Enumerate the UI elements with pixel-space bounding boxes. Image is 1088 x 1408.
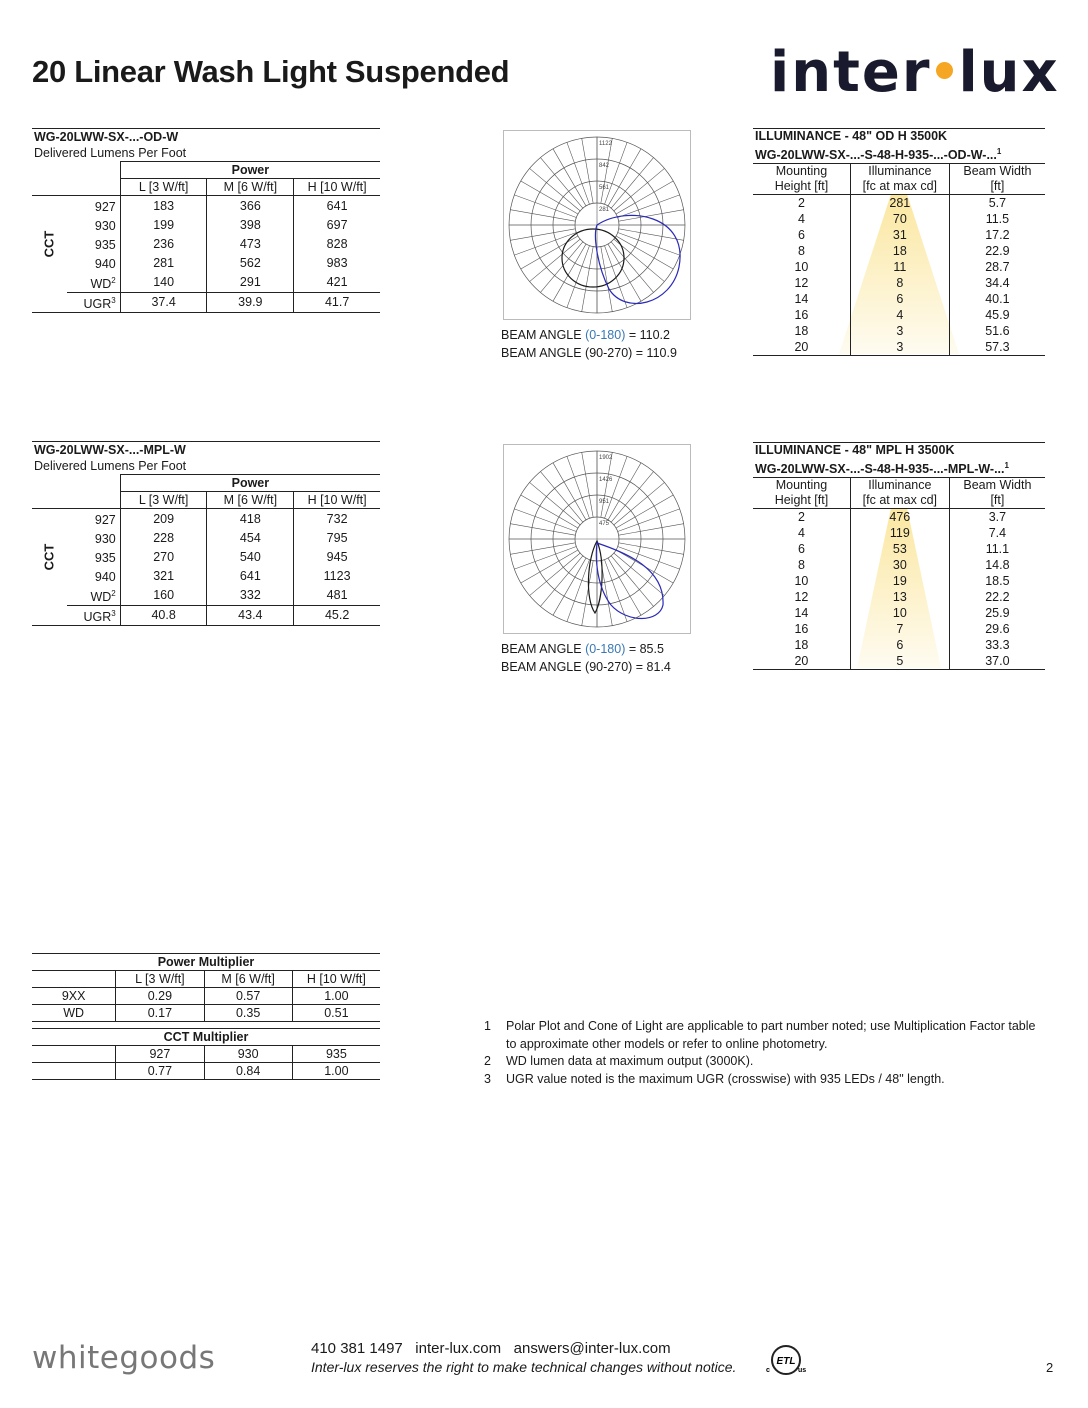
cell: 39.9 <box>207 292 294 312</box>
row-label: $WD^2$ <box>67 586 121 606</box>
cell: 13 <box>850 589 949 605</box>
row-label: 930 <box>94 532 116 547</box>
illum-model: WG-20LWW-SX-...-S-48-H-935-...-OD-W-...$^1$ <box>755 147 1002 163</box>
cell: 12 <box>753 589 850 605</box>
col-header: Illuminance [fc at max cd] <box>850 164 949 195</box>
cell: 18.5 <box>985 574 1010 589</box>
illum-title: ILLUMINANCE - 48" MPL H 3500K <box>753 443 1045 459</box>
table-row <box>753 573 1045 589</box>
cell: 366 <box>207 196 294 216</box>
table-row <box>753 195 1045 212</box>
table-row <box>753 211 1045 227</box>
cell: 31 <box>850 227 949 243</box>
cell: 18 <box>753 323 850 339</box>
table-row <box>753 323 1045 339</box>
cell: 0.84 <box>204 1063 292 1080</box>
cell: 828 <box>294 234 380 253</box>
cell: 0.29 <box>116 988 204 1005</box>
polar-ring-label: 1902 <box>599 455 613 461</box>
cell: 6 <box>753 227 850 243</box>
cell: 33.3 <box>985 638 1010 653</box>
website-link[interactable]: inter-lux.com <box>415 1340 502 1357</box>
cell: 40.1 <box>985 292 1010 307</box>
cell: 16 <box>753 307 850 323</box>
row-label: 927 <box>94 200 116 215</box>
polar-plot-mpl <box>503 444 691 639</box>
table-row <box>32 509 380 529</box>
cell: 697 <box>294 215 380 234</box>
page-number: 2 <box>1046 1360 1054 1375</box>
illuminance-mpl-table <box>753 442 1045 670</box>
cell: 4 <box>850 307 949 323</box>
cell: 562 <box>207 253 294 272</box>
col-header: L [3 W/ft] <box>120 492 207 509</box>
ugr-row <box>32 292 380 312</box>
mpl-subtitle: Delivered Lumens Per Foot <box>34 459 187 473</box>
beam-angle-0-180: BEAM ANGLE (0-180) = 110.2 <box>501 328 670 342</box>
cell: 228 <box>120 528 207 547</box>
cell: 37.4 <box>120 292 207 312</box>
col-header: Beam Width [ft] <box>949 164 1045 195</box>
cell: 14 <box>753 291 850 307</box>
cell: 481 <box>294 586 380 606</box>
illum-model: WG-20LWW-SX-...-S-48-H-935-...-MPL-W-...$^1$ <box>755 461 1009 477</box>
beam-angles-od <box>501 326 677 362</box>
cell: 14.8 <box>985 558 1010 573</box>
cell: 11.5 <box>985 212 1010 227</box>
svg-text:ETL: ETL <box>776 1356 796 1367</box>
cell: 641 <box>207 566 294 585</box>
table-row <box>753 525 1045 541</box>
polar-ring-label: 475 <box>599 521 610 527</box>
cell: 291 <box>207 273 294 293</box>
cell: 5.7 <box>988 196 1007 211</box>
phone: 410 381 1497 <box>311 1340 403 1357</box>
cell: 45.2 <box>294 605 380 625</box>
table-row <box>753 227 1045 243</box>
col-header: 935 <box>292 1046 380 1063</box>
table-row <box>753 307 1045 323</box>
cell: 140 <box>120 273 207 293</box>
cell: 209 <box>120 509 207 529</box>
cell: 20 <box>753 653 850 670</box>
col-header: 930 <box>204 1046 292 1063</box>
cell: 421 <box>294 273 380 293</box>
cell: 0.77 <box>116 1063 204 1080</box>
footnote: 2 WD lumen data at maximum output (3000K). <box>484 1054 754 1068</box>
etl-certification-icon <box>764 1344 808 1383</box>
cell: 30 <box>850 557 949 573</box>
table-row <box>753 259 1045 275</box>
cell: 8 <box>850 275 949 291</box>
col-header: H [10 W/ft] <box>294 179 380 196</box>
cell: 0.35 <box>204 1005 292 1022</box>
cell: 983 <box>294 253 380 272</box>
cell: 3 <box>850 339 949 356</box>
table-row <box>753 243 1045 259</box>
col-header: L [3 W/ft] <box>116 971 204 988</box>
cell: 540 <box>207 547 294 566</box>
cell: 281 <box>850 195 949 212</box>
cell: 16 <box>753 621 850 637</box>
cell: 641 <box>294 196 380 216</box>
row-label: UGR$^3$ <box>32 292 120 312</box>
disclaimer: Inter-lux reserves the right to make technical changes without notice. <box>311 1359 737 1375</box>
row-label: 930 <box>94 219 116 234</box>
page-title: 20 Linear Wash Light Suspended <box>32 54 510 89</box>
cell: 19 <box>850 573 949 589</box>
od-model: WG-20LWW-SX-...-OD-W <box>32 129 380 146</box>
cell: 18 <box>850 243 949 259</box>
row-label: UGR$^3$ <box>32 605 120 625</box>
table-row <box>753 291 1045 307</box>
polar-ring-label: 951 <box>599 499 610 505</box>
row-label: $WD^2$ <box>67 273 121 293</box>
cell: 1.00 <box>292 1063 380 1080</box>
interlux-logo: inter lux <box>770 40 1060 105</box>
cell: 418 <box>207 509 294 529</box>
col-header: 927 <box>116 1046 204 1063</box>
col-header: L [3 W/ft] <box>120 179 207 196</box>
cell: 12 <box>753 275 850 291</box>
table-row <box>32 253 380 272</box>
cell: 1.00 <box>292 988 380 1005</box>
footnotes <box>484 1018 1044 1088</box>
cell: 51.6 <box>985 324 1010 339</box>
power-header: Power <box>120 475 380 492</box>
cell: 57.3 <box>949 339 1045 356</box>
cell: 321 <box>120 566 207 585</box>
table-row <box>753 339 1045 356</box>
cell: 476 <box>850 509 949 526</box>
col-header: M [6 W/ft] <box>207 179 294 196</box>
od-lumens-table <box>32 128 380 313</box>
table-row <box>32 273 380 293</box>
cct-label: CCT <box>41 230 57 258</box>
cell: 6 <box>753 541 850 557</box>
col-header: M [6 W/ft] <box>204 971 292 988</box>
cell: 18 <box>753 637 850 653</box>
table-row <box>753 605 1045 621</box>
mpl-model: WG-20LWW-SX-...-MPL-W <box>32 442 380 459</box>
cell: 43.4 <box>207 605 294 625</box>
multiplier-tables <box>32 953 380 1080</box>
col-header: H [10 W/ft] <box>294 492 380 509</box>
cell: 2 <box>753 195 850 212</box>
cell: 199 <box>120 215 207 234</box>
table-row <box>753 509 1045 526</box>
beam-angle-0-180: BEAM ANGLE (0-180) = 85.5 <box>501 642 664 656</box>
table-row <box>753 557 1045 573</box>
cell: 3.7 <box>988 510 1007 525</box>
cell: 34.4 <box>985 276 1010 291</box>
col-header: Illuminance [fc at max cd] <box>850 478 949 509</box>
cell: 183 <box>120 196 207 216</box>
table-row <box>753 637 1045 653</box>
cell: 10 <box>850 605 949 621</box>
svg-text:us: us <box>798 1367 807 1374</box>
cell: 17.2 <box>985 228 1010 243</box>
mpl-lumens-table <box>32 441 380 626</box>
cell: 29.6 <box>985 622 1010 637</box>
table-row <box>32 528 380 547</box>
polar-ring-label: 561 <box>599 185 610 191</box>
cell: 332 <box>207 586 294 606</box>
cell: 281 <box>120 253 207 272</box>
table-row <box>32 547 380 566</box>
table-row <box>753 541 1045 557</box>
illum-title: ILLUMINANCE - 48" OD H 3500K <box>753 129 1045 145</box>
cell: 4 <box>753 525 850 541</box>
row-label: 940 <box>94 570 116 585</box>
footer-contact <box>311 1340 736 1376</box>
cell: 1123 <box>294 566 380 585</box>
cell: 25.9 <box>985 606 1010 621</box>
cell: 119 <box>850 525 949 541</box>
cell: 2 <box>753 509 850 526</box>
cell: 70 <box>850 211 949 227</box>
beam-angles-mpl <box>501 640 671 676</box>
cell: 454 <box>207 528 294 547</box>
table-row <box>753 589 1045 605</box>
table-row <box>753 275 1045 291</box>
col-header: Mounting Height [ft] <box>753 164 850 195</box>
table-row <box>32 586 380 606</box>
row-label: WD <box>32 1005 116 1022</box>
cell: 270 <box>120 547 207 566</box>
cell: 5 <box>850 653 949 670</box>
table-row <box>32 196 380 216</box>
cell: 6 <box>850 637 949 653</box>
cell: 4 <box>753 211 850 227</box>
whitegoods-logo: whitegoods <box>32 1340 216 1376</box>
cell: 11.1 <box>985 542 1010 557</box>
cell: 22.2 <box>985 590 1010 605</box>
row-label: 935 <box>94 551 116 566</box>
table-row <box>753 621 1045 637</box>
cell: 8 <box>753 243 850 259</box>
cell: 10 <box>753 259 850 275</box>
od-subtitle: Delivered Lumens Per Foot <box>34 146 187 160</box>
cell: 795 <box>294 528 380 547</box>
cell: 45.9 <box>985 308 1010 323</box>
cell: 20 <box>753 339 850 356</box>
table-row <box>32 234 380 253</box>
cell: 6 <box>850 291 949 307</box>
cell: 14 <box>753 605 850 621</box>
row-label: 940 <box>94 257 116 272</box>
cell: 28.7 <box>985 260 1010 275</box>
cell: 40.8 <box>120 605 207 625</box>
row-label: 927 <box>94 513 116 528</box>
cell: 732 <box>294 509 380 529</box>
cell: 398 <box>207 215 294 234</box>
svg-text:c: c <box>766 1367 770 1374</box>
cell: 53 <box>850 541 949 557</box>
beam-angle-90-270: BEAM ANGLE (90-270) = 81.4 <box>501 660 671 674</box>
col-header: H [10 W/ft] <box>292 971 380 988</box>
illuminance-od-table <box>753 128 1045 356</box>
power-header: Power <box>120 162 380 179</box>
cell: 41.7 <box>294 292 380 312</box>
cell: 22.9 <box>985 244 1010 259</box>
cell: 236 <box>120 234 207 253</box>
cell: 0.51 <box>292 1005 380 1022</box>
polar-ring-label: 842 <box>599 163 610 169</box>
cell: 160 <box>120 586 207 606</box>
row-label: 935 <box>94 238 116 253</box>
cct-label: CCT <box>41 543 57 571</box>
logo-dot-icon <box>936 62 953 79</box>
ugr-row <box>32 605 380 625</box>
polar-plot-od <box>503 130 691 325</box>
footnote: 1 Polar Plot and Cone of Light are applicable to part number noted; use Multiplication Factor table to approximate other models or refer to online photometry. <box>484 1019 1036 1051</box>
table-row <box>32 215 380 234</box>
polar-ring-label: 281 <box>599 207 610 213</box>
footnote: 3 UGR value noted is the maximum UGR (crosswise) with 935 LEDs / 48" length. <box>484 1071 945 1086</box>
cell: 3 <box>850 323 949 339</box>
row-label: 9XX <box>32 988 116 1005</box>
cell: 37.0 <box>949 653 1045 670</box>
email-link[interactable]: answers@inter-lux.com <box>513 1340 671 1357</box>
cell: 10 <box>753 573 850 589</box>
col-header: Mounting Height [ft] <box>753 478 850 509</box>
cell: 11 <box>850 259 949 275</box>
cct-multiplier-title: CCT Multiplier <box>32 1029 380 1046</box>
cell: 8 <box>753 557 850 573</box>
cell: 0.57 <box>204 988 292 1005</box>
beam-angle-90-270: BEAM ANGLE (90-270) = 110.9 <box>501 346 677 360</box>
col-header: M [6 W/ft] <box>207 492 294 509</box>
polar-ring-label: 1122 <box>599 141 612 147</box>
power-multiplier-title: Power Multiplier <box>32 954 380 971</box>
cell: 473 <box>207 234 294 253</box>
cell: 7.4 <box>988 526 1007 541</box>
table-row <box>32 566 380 585</box>
polar-ring-label: 1426 <box>599 477 613 483</box>
col-header: Beam Width [ft] <box>949 478 1045 509</box>
table-row <box>753 653 1045 670</box>
cell: 945 <box>294 547 380 566</box>
cell: 0.17 <box>116 1005 204 1022</box>
cell: 7 <box>850 621 949 637</box>
